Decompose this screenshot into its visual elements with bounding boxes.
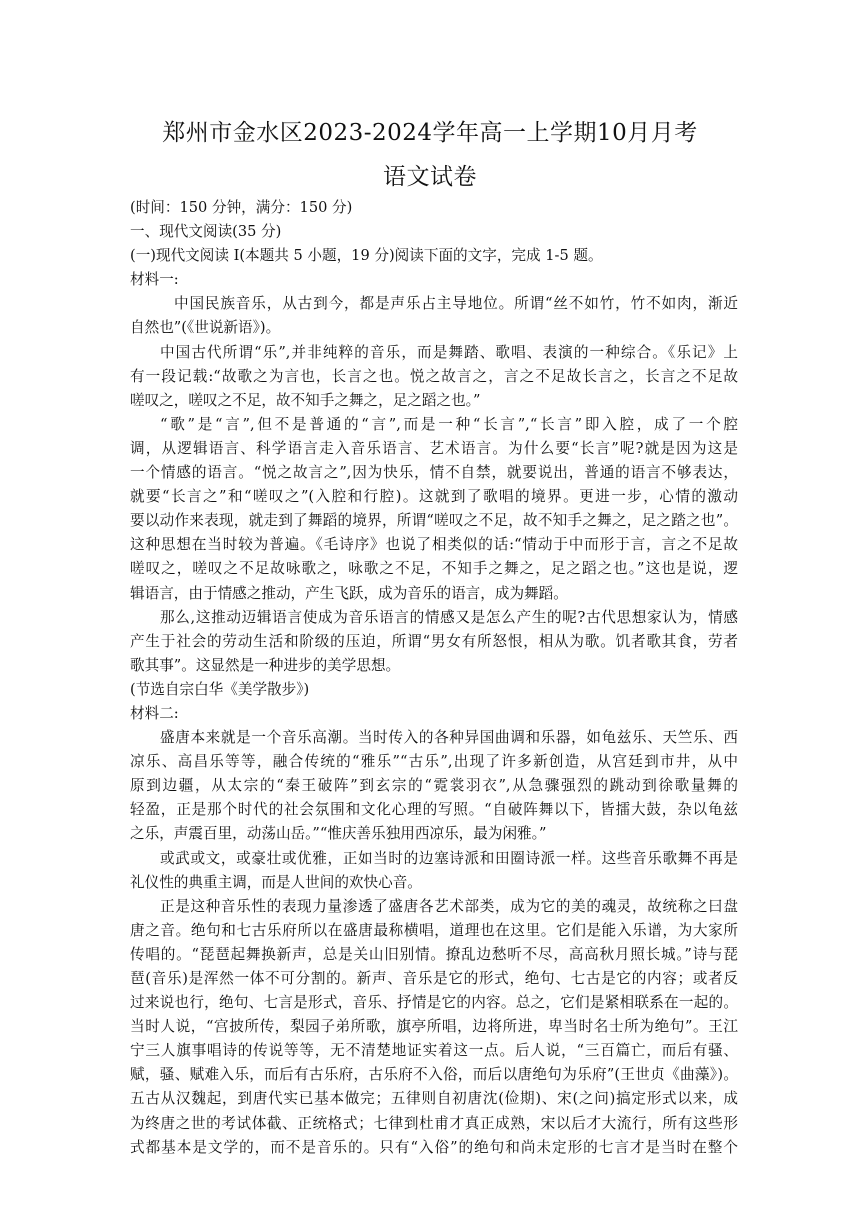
text-line: 当时人说，“宫披所传，梨园子弟所歌，旗亭所唱，边将所进，卑当时名士所为绝句”。王江 (130, 1018, 738, 1036)
text-line: 传唱的。“琵琶起舞换新声，总是关山旧别情。撩乱边愁听不尽，高高秋月照长城。”诗与琵 (130, 945, 738, 963)
page-subtitle: 语文试卷 (383, 164, 477, 190)
text-line: 赋，骚、赋难入乐，而后有古乐府，古乐府不入俗，而后以唐绝句为乐府”(王世贞《曲藻》)。 (130, 1066, 738, 1084)
text-line: 自然也”(《世说新语》)。 (130, 319, 281, 337)
text-line: 这种思想在当时较为普遍。《毛诗序》也说了相类似的话:“情动于中而形于言，言之不足故 (130, 536, 738, 554)
text-line: 有一段记载:“故歌之为言也，长言之也。悦之故言之，言之不足故长言之，长言之不足故 (130, 367, 738, 385)
text-line: 嗟叹之，嗟叹之不足故咏歌之，咏歌之不足，不知手之舞之，足之蹈之也。”这也是说，逻 (130, 560, 738, 578)
text-line: “歌”是“言”,但不是普通的“言”,而是一种“长言”,“长言”即入腔，成了一个腔 (160, 415, 738, 433)
text-line: 要以动作来表现，就走到了舞蹈的境界，所谓“嗟叹之不足，故不知手之舞之，足之踏之也”。 (130, 512, 738, 530)
text-line: 之乐，声震百里，动荡山岳。”“惟庆善乐独用西凉乐，最为闲雅。” (130, 825, 547, 843)
text-line: (一)现代文阅读 I(本题共 5 小题，19 分)阅读下面的文字，完成 1-5 题。 (130, 247, 603, 265)
text-line: 唐之音。绝句和七古乐府所以在盛唐最称横唱，道理也在这里。它们是能入乐谱，为大家所 (130, 921, 738, 939)
text-line: 或武或文，或豪壮或优雅，正如当时的边塞诗派和田圈诗派一样。这些音乐歌舞不再是 (160, 849, 738, 867)
text-line: 琶(音乐)是浑然一体不可分割的。新声、音乐是它的形式，绝句、七古是它的内容；或者反 (130, 970, 738, 987)
text-line: 原到边疆，从太宗的“秦王破阵”到玄宗的“霓裳羽衣”,从急骤强烈的跳动到徐歌量舞的 (130, 777, 738, 795)
text-line: (时间：150 分钟，满分：150 分) (130, 199, 353, 216)
text-line: 正是这种音乐性的表现力量渗透了盛唐各艺术部类，成为它的美的魂灵，故统称之曰盘 (160, 897, 738, 915)
text-line: 那么,这推动迈辑语言使成为音乐语言的情感又是怎么产生的呢?古代思想家认为，情感 (160, 608, 738, 626)
text-line: 为终唐之世的考试体截、正统格式；七律到杜甫才真正成熟，宋以后才大流行，所有这些形 (130, 1114, 738, 1132)
text-line: 材料一: (130, 271, 179, 289)
text-line: (节选自宗白华《美学散步》) (130, 680, 310, 698)
text-line: 盛唐本来就是一个音乐高潮。当时传入的各种异国曲调和乐器，如龟兹乐、天竺乐、西 (160, 729, 738, 747)
text-line: 过来说也行，绝句、七言是形式，音乐、抒情是它的内容。总之，它们是紧相联系在一起的。 (130, 994, 738, 1012)
text-line: 轻盈，正是那个时代的社会氛围和文化心理的写照。“自破阵舞以下，皆擂大鼓，杂以龟兹 (130, 801, 738, 819)
text-line: 凉乐、高昌乐等等，融合传统的“雅乐”“古乐”,出现了许多新创造，从宫廷到市井，从中 (130, 753, 738, 771)
text-line: 歌其事”。这显然是一种进步的美学思想。 (130, 656, 401, 674)
text-line: 嗟叹之，嗟叹之不足，故不知手之舞之，足之蹈之也。” (130, 391, 481, 409)
text-line: 宁三人旗事唱诗的传说等等，无不清楚地证实着这一点。后人说，“三百篇亡，而后有骚、 (130, 1042, 738, 1060)
text-line: 五古从汉魏起，到唐代实已基本做完；五律则自初唐沈(俭期)、宋(之问)搞定形式以来，成 (130, 1090, 738, 1108)
text-line: 中国古代所谓“乐”,并非纯粹的音乐，而是舞踏、歌唱、表演的一种综合。《乐记》上 (160, 343, 738, 361)
text-line: 产生于社会的劳动生活和阶级的压迫，所谓“男女有所怒恨，相从为歌。饥者歌其食，劳者 (130, 632, 738, 650)
text-line: 材料二: (130, 704, 179, 722)
text-line: 式都基本是文学的，而不是音乐的。只有“入俗”的绝句和尚未定形的七言才是当时在整个 (130, 1138, 738, 1156)
document-body (130, 196, 738, 1160)
text-line: 礼仪性的典重主调，而是人世间的欢快心音。 (130, 873, 422, 891)
text-line: 中国民族音乐，从古到今，都是声乐占主导地位。所谓“丝不如竹，竹不如肉，渐近 (174, 295, 738, 313)
text-line: 调，从逻辑语言、科学语言走入音乐语言、艺术语言。为什么要“长言”呢?就是因为这是 (130, 439, 738, 457)
text-line: 一个情感的语言。“悦之故言之”,因为快乐，情不自禁，就要说出，普通的语言不够表达， (130, 464, 738, 482)
page-title: 郑州市金水区2023-2024学年高一上学期10月月考 (162, 120, 698, 146)
text-line: 一、现代文阅读(35 分) (130, 223, 282, 241)
text-line: 就要“长言之”和“嗟叹之”(入腔和行腔)。这就到了歌唱的境界。更进一步，心情的激动 (130, 488, 738, 506)
text-line: 辑语言，由于情感之推动，产生飞跃，成为音乐的语言，成为舞蹈。 (130, 584, 568, 602)
